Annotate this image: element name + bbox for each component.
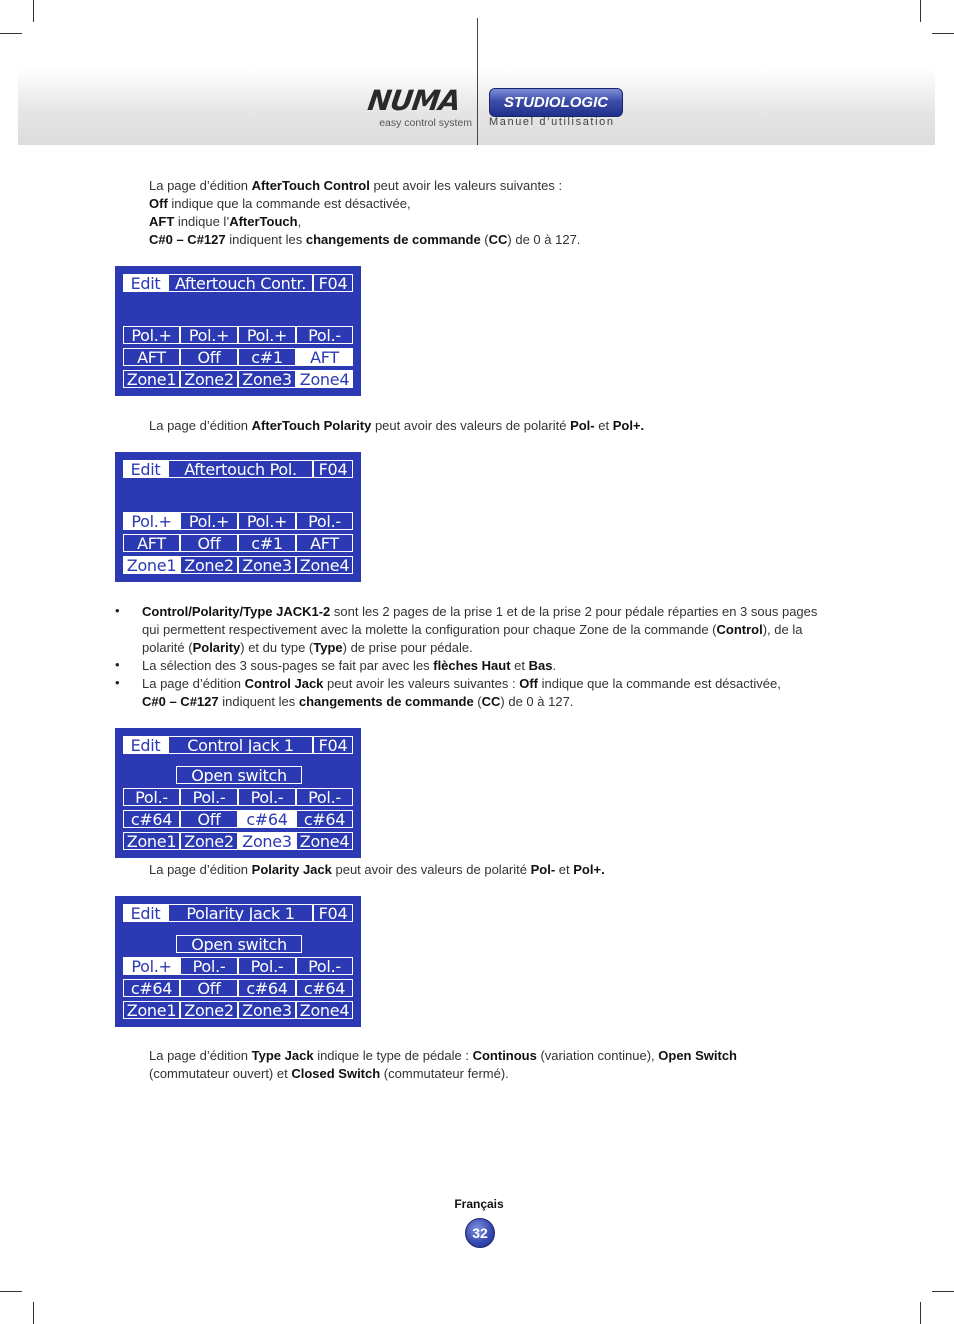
- text: peut avoir les valeurs suivantes :: [323, 676, 520, 691]
- lcd-page-code: F04: [313, 904, 353, 922]
- text-bold: AfterTouch Polarity: [251, 418, 372, 433]
- text-bold: Pol+.: [573, 862, 605, 877]
- crop-mark: [33, 1302, 34, 1324]
- lcd-pol-1-selected: Pol.+: [123, 957, 180, 975]
- lcd-page-code: F04: [313, 274, 353, 292]
- lcd-zone-1: Zone1: [123, 1001, 180, 1019]
- text-bold: Bas: [528, 658, 553, 673]
- text: indique que la commande est désactivée,: [167, 196, 411, 211]
- text: peut avoir les valeurs suivantes :: [369, 178, 563, 193]
- lcd-zone-4: Zone4: [296, 1001, 353, 1019]
- lcd-val-3: c#1: [238, 348, 296, 366]
- text-bold: AFT: [149, 214, 175, 229]
- paragraph-aftertouch-polarity: [149, 417, 849, 435]
- text-bold: Continous: [472, 1048, 537, 1063]
- text: La sélection des 3 sous-pages se fait par avec les: [142, 658, 434, 673]
- text-bold: Control: [716, 622, 763, 637]
- bullet-item-control-jack: [142, 675, 842, 711]
- text: La page d’édition: [149, 862, 252, 877]
- lcd-val-3: c#1: [238, 534, 296, 552]
- text-bold: AfterTouch: [229, 214, 298, 229]
- lcd-zone-3-selected: Zone3: [238, 832, 296, 850]
- lcd-zone-2: Zone2: [180, 832, 238, 850]
- text: sont les 2 pages de la prise 1 et de la prise 2 pour pédale réparties en 3 sous pages: [330, 604, 818, 619]
- text: ) de 0 à 127.: [500, 694, 574, 709]
- lcd-pol-2: Pol.+: [180, 326, 238, 344]
- lcd-val-1: c#64: [123, 979, 180, 997]
- bullet-marker: •: [115, 675, 120, 690]
- lcd-val-1: c#64: [123, 810, 180, 828]
- text: (commutateur fermé).: [380, 1066, 509, 1081]
- paragraph-type-jack: [149, 1047, 849, 1083]
- lcd-pol-2: Pol.-: [180, 788, 238, 806]
- lcd-zone-2: Zone2: [180, 1001, 238, 1019]
- crop-mark: [932, 33, 954, 34]
- crop-mark: [920, 1302, 921, 1324]
- lcd-pol-4: Pol.-: [296, 788, 353, 806]
- text: et: [555, 862, 574, 877]
- text: indiquent les: [225, 232, 306, 247]
- lcd-pol-4: Pol.-: [296, 957, 353, 975]
- text-bold: Control Jack: [244, 676, 324, 691]
- lcd-pol-4: Pol.-: [296, 512, 353, 530]
- text: indique le type de pédale :: [313, 1048, 473, 1063]
- lcd-val-4-selected: AFT: [296, 348, 353, 366]
- text: ) de prise pour pédale.: [342, 640, 473, 655]
- lcd-edit-label: Edit: [123, 274, 168, 292]
- text: polarité (: [142, 640, 193, 655]
- lcd-zone-4-selected: Zone4: [296, 370, 353, 388]
- lcd-val-3: c#64: [238, 979, 296, 997]
- text: indique que la commande est désactivée,: [538, 676, 781, 691]
- text: ,: [297, 214, 302, 229]
- text-bold: Control/Polarity/Type JACK1-2: [142, 604, 331, 619]
- text-bold: Closed Switch: [291, 1066, 381, 1081]
- lcd-zone-1: Zone1: [123, 370, 180, 388]
- lcd-val-4: c#64: [296, 979, 353, 997]
- text: La page d’édition: [149, 178, 252, 193]
- lcd-zone-1-selected: Zone1: [123, 556, 180, 574]
- text: La page d’édition: [149, 418, 252, 433]
- bullet-item-subpage-selection: [142, 657, 842, 675]
- text: et: [510, 658, 529, 673]
- lcd-zone-2: Zone2: [180, 370, 238, 388]
- lcd-val-1: AFT: [123, 348, 180, 366]
- text-bold: flèches Haut: [433, 658, 511, 673]
- lcd-pol-2: Pol.+: [180, 512, 238, 530]
- text-bold: C#0 – C#127: [142, 694, 219, 709]
- text-bold: Pol+.: [612, 418, 645, 433]
- numa-logo: NUMA: [365, 84, 463, 117]
- lcd-val-2: Off: [180, 979, 238, 997]
- lcd-pol-1: Pol.-: [123, 788, 180, 806]
- text: indique l’: [174, 214, 230, 229]
- footer-language: Français: [454, 1197, 504, 1211]
- text: (: [480, 232, 489, 247]
- text-bold: changements de commande: [305, 232, 481, 247]
- text-bold: AfterTouch Control: [251, 178, 370, 193]
- lcd-pol-3: Pol.-: [238, 788, 296, 806]
- lcd-pol-1-selected: Pol.+: [123, 512, 180, 530]
- text: ) et du type (: [240, 640, 314, 655]
- lcd-zone-3: Zone3: [238, 556, 296, 574]
- crop-mark: [0, 33, 22, 34]
- lcd-zone-3: Zone3: [238, 1001, 296, 1019]
- bullet-marker: •: [115, 603, 120, 618]
- crop-mark: [0, 1291, 22, 1292]
- studiologic-logo: STUDIOLOGIC: [489, 88, 623, 117]
- text-bold: Type Jack: [251, 1048, 314, 1063]
- crop-mark: [932, 1291, 954, 1292]
- header-divider: [477, 18, 478, 145]
- lcd-val-3-selected: c#64: [238, 810, 296, 828]
- lcd-page-title: Aftertouch Pol.: [168, 460, 313, 478]
- crop-mark: [920, 0, 921, 22]
- lcd-edit-label: Edit: [123, 904, 168, 922]
- lcd-val-2: Off: [180, 348, 238, 366]
- lcd-screen-polarity-jack: [115, 896, 361, 1027]
- lcd-val-4: AFT: [296, 534, 353, 552]
- text: peut avoir des valeurs de polarité: [331, 862, 531, 877]
- lcd-pol-4: Pol.-: [296, 326, 353, 344]
- text: La page d’édition: [149, 1048, 252, 1063]
- bullet-marker: •: [115, 657, 120, 672]
- lcd-mode-value: Open switch: [176, 935, 302, 953]
- text: (variation continue),: [536, 1048, 659, 1063]
- paragraph-polarity-jack: [149, 861, 849, 879]
- lcd-mode-value: Open switch: [176, 766, 302, 784]
- text: ) de 0 à 127.: [507, 232, 581, 247]
- manual-title: Manuel d’utilisation: [489, 116, 615, 128]
- text: ), de la: [762, 622, 803, 637]
- text-bold: Type: [313, 640, 343, 655]
- text-bold: C#0 – C#127: [149, 232, 226, 247]
- text: indiquent les: [218, 694, 299, 709]
- text-bold: Pol-: [570, 418, 595, 433]
- lcd-edit-label: Edit: [123, 460, 168, 478]
- bullet-item-jack-pages: [142, 603, 842, 657]
- text: qui permettent respectivement avec la molette la configuration pour chaque Zone de la commande (: [142, 622, 717, 637]
- lcd-pol-2: Pol.-: [180, 957, 238, 975]
- lcd-screen-aftertouch-control: [115, 266, 361, 396]
- text: La page d’édition: [142, 676, 245, 691]
- lcd-pol-1: Pol.+: [123, 326, 180, 344]
- lcd-pol-3: Pol.-: [238, 957, 296, 975]
- lcd-pol-3: Pol.+: [238, 326, 296, 344]
- text-bold: Off: [149, 196, 168, 211]
- text-bold: CC: [488, 232, 508, 247]
- text: (commutateur ouvert) et: [149, 1066, 292, 1081]
- text-bold: Open Switch: [658, 1048, 737, 1063]
- lcd-val-4: c#64: [296, 810, 353, 828]
- lcd-zone-2: Zone2: [180, 556, 238, 574]
- lcd-screen-aftertouch-polarity: [115, 452, 361, 582]
- page-number-badge: 32: [465, 1218, 495, 1248]
- lcd-zone-3: Zone3: [238, 370, 296, 388]
- text-bold: Pol-: [530, 862, 556, 877]
- lcd-page-title: Control Jack 1: [168, 736, 313, 754]
- numa-tagline: easy control system: [379, 117, 472, 129]
- lcd-zone-1: Zone1: [123, 832, 180, 850]
- lcd-zone-4: Zone4: [296, 832, 353, 850]
- lcd-page-code: F04: [313, 736, 353, 754]
- text: peut avoir des valeurs de polarité: [371, 418, 571, 433]
- lcd-val-2: Off: [180, 810, 238, 828]
- text: .: [552, 658, 557, 673]
- text-bold: CC: [481, 694, 501, 709]
- text-bold: Polarity Jack: [251, 862, 332, 877]
- lcd-zone-4: Zone4: [296, 556, 353, 574]
- text-bold: Off: [519, 676, 539, 691]
- lcd-pol-3: Pol.+: [238, 512, 296, 530]
- text: (: [473, 694, 482, 709]
- intro-paragraph: [149, 177, 849, 249]
- text-bold: changements de commande: [298, 694, 474, 709]
- lcd-page-code: F04: [313, 460, 353, 478]
- lcd-page-title: Aftertouch Contr.: [168, 274, 313, 292]
- lcd-val-2: Off: [180, 534, 238, 552]
- lcd-page-title: Polarity Jack 1: [168, 904, 313, 922]
- text-bold: Polarity: [192, 640, 241, 655]
- lcd-val-1: AFT: [123, 534, 180, 552]
- crop-mark: [33, 0, 34, 22]
- text: et: [594, 418, 613, 433]
- lcd-edit-label: Edit: [123, 736, 168, 754]
- lcd-screen-control-jack: [115, 728, 361, 858]
